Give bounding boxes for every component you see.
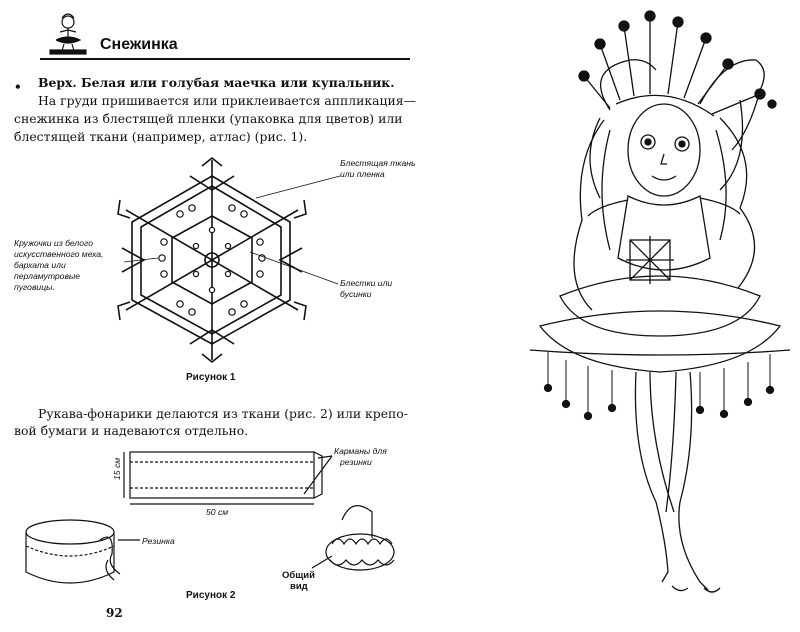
para1-line1: Верх. Белая или голубая маечка или купальник. <box>38 75 395 90</box>
para1-line4: блестящей ткани (например, атлас) (рис. 1). <box>14 129 308 144</box>
page-number: 92 <box>106 606 123 620</box>
label-circles-1: Кружочки из белого <box>14 238 93 248</box>
dim-height-label: 15 см <box>112 457 122 480</box>
label-sequins-1: Блестки или <box>340 278 393 288</box>
label-shiny-fabric-1: Блестящая ткань <box>340 158 416 168</box>
dim-width-label: 50 см <box>206 507 229 517</box>
para2-line2: вой бумаги и надеваются отдельно. <box>14 423 249 438</box>
para2-line1: Рукава-фонарики делаются из ткани (рис. 2) или крепо- <box>38 406 408 421</box>
label-shiny-fabric-2: или пленка <box>340 169 385 179</box>
label-circles-3: бархата или <box>14 260 66 270</box>
para1-line3: снежинка из блестящей пленки (упаковка для цветов) или <box>14 111 403 126</box>
label-pockets-1: Карманы для <box>334 446 387 456</box>
figure1-caption: Рисунок 1 <box>186 372 236 383</box>
label-elastic: Резинка <box>142 536 175 546</box>
para1-line2: На груди пришивается или приклеивается аппликация— <box>38 93 416 108</box>
figure2-caption: Рисунок 2 <box>186 590 236 601</box>
bullet: • <box>14 80 22 94</box>
label-general-view-2: вид <box>290 581 308 592</box>
label-sequins-2: бусинки <box>340 289 372 299</box>
label-general-view-1: Общий <box>282 570 315 581</box>
label-circles-2: искусственного меха, <box>14 249 104 259</box>
page-title: Снежинка <box>100 36 178 53</box>
label-pockets-2: резинки <box>340 457 372 467</box>
label-circles-4: перламутровые <box>14 271 81 281</box>
label-circles-5: пуговицы. <box>14 282 55 292</box>
